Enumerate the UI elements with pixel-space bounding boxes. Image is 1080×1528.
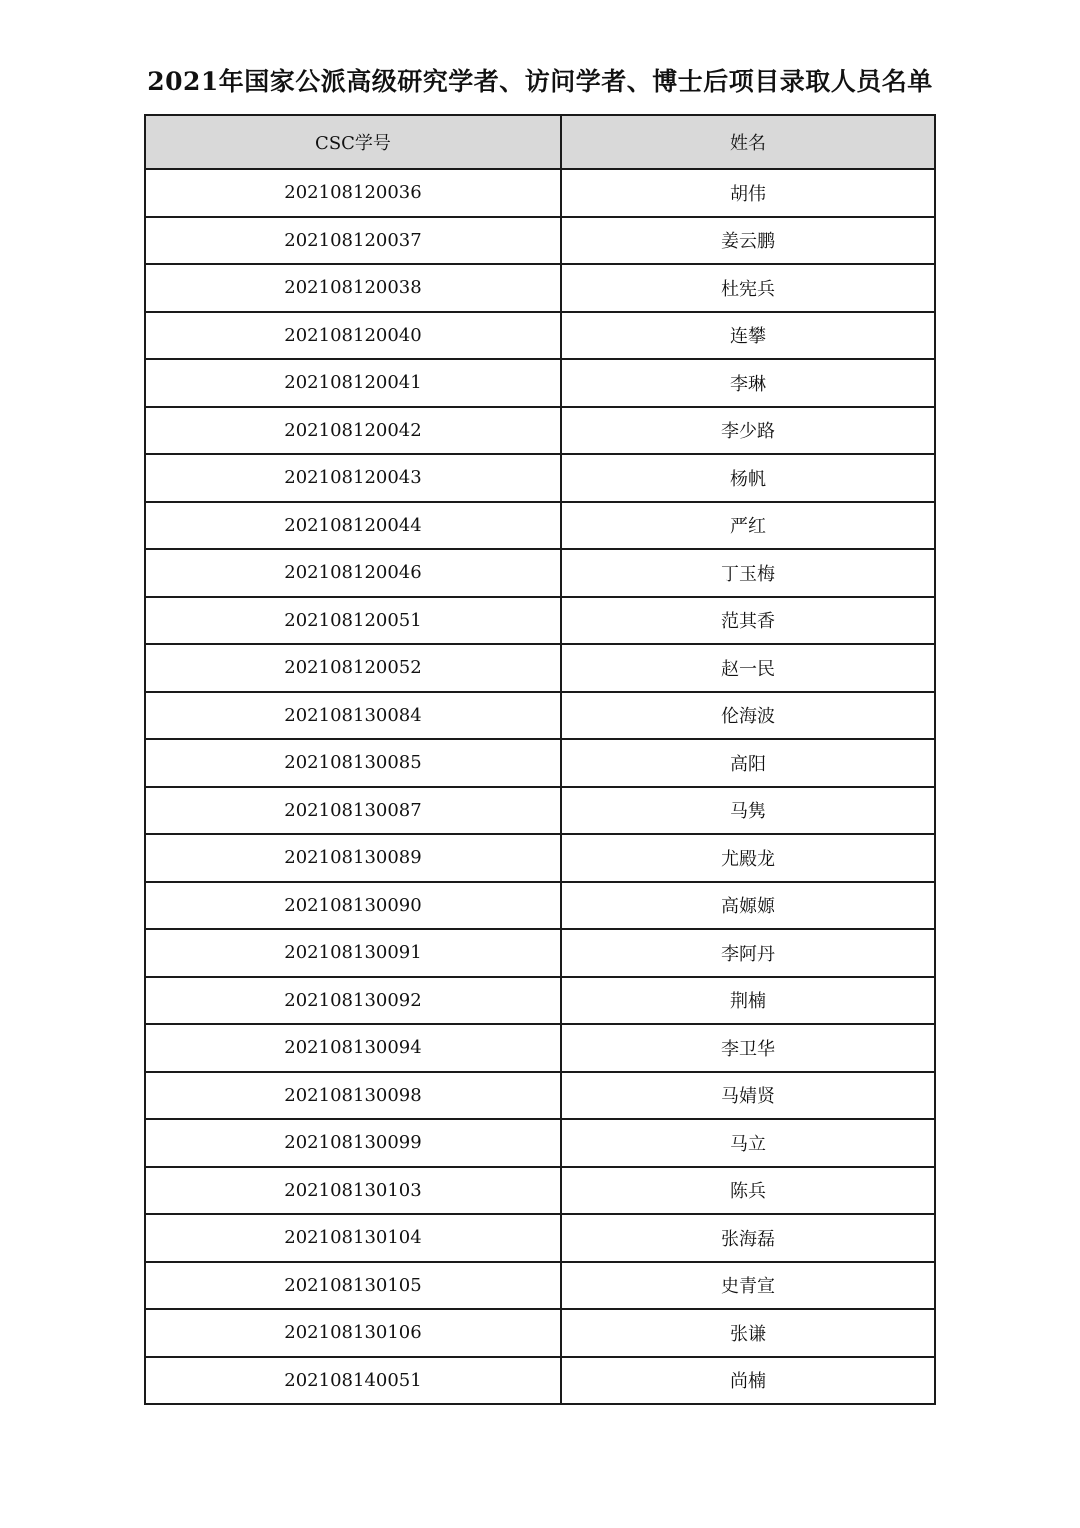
table-row xyxy=(145,359,935,407)
admission-table xyxy=(144,114,936,1405)
name-cell: 荆楠 xyxy=(561,977,935,1025)
table-header xyxy=(145,115,935,169)
name-cell: 李卫华 xyxy=(561,1024,935,1072)
table-row xyxy=(145,882,935,930)
csc-id-cell: 202108130091 xyxy=(145,929,561,977)
csc-id-cell: 202108120052 xyxy=(145,644,561,692)
table-row xyxy=(145,977,935,1025)
name-cell: 陈兵 xyxy=(561,1167,935,1215)
name-cell: 李琳 xyxy=(561,359,935,407)
name-cell: 杜宪兵 xyxy=(561,264,935,312)
name-cell: 赵一民 xyxy=(561,644,935,692)
table-row xyxy=(145,169,935,217)
table-row xyxy=(145,217,935,265)
name-cell: 姜云鹏 xyxy=(561,217,935,265)
csc-id-cell: 202108120046 xyxy=(145,549,561,597)
table-row xyxy=(145,312,935,360)
table-row xyxy=(145,1309,935,1357)
csc-id-cell: 202108130106 xyxy=(145,1309,561,1357)
csc-id-cell: 202108120036 xyxy=(145,169,561,217)
csc-id-cell: 202108120037 xyxy=(145,217,561,265)
table-row xyxy=(145,1262,935,1310)
csc-id-cell: 202108130085 xyxy=(145,739,561,787)
header-row xyxy=(145,115,935,169)
name-cell: 马立 xyxy=(561,1119,935,1167)
csc-id-cell: 202108120042 xyxy=(145,407,561,455)
csc-id-cell: 202108120040 xyxy=(145,312,561,360)
csc-id-cell: 202108130090 xyxy=(145,882,561,930)
name-cell: 范其香 xyxy=(561,597,935,645)
name-cell: 高嫄嫄 xyxy=(561,882,935,930)
csc-id-cell: 202108120044 xyxy=(145,502,561,550)
csc-id-cell: 202108130084 xyxy=(145,692,561,740)
name-cell: 尚楠 xyxy=(561,1357,935,1405)
name-cell: 李少路 xyxy=(561,407,935,455)
name-cell: 严红 xyxy=(561,502,935,550)
page-title: 2021年国家公派高级研究学者、访问学者、博士后项目录取人员名单 xyxy=(147,67,933,96)
csc-id-cell: 202108120043 xyxy=(145,454,561,502)
table-row xyxy=(145,1024,935,1072)
name-cell: 连攀 xyxy=(561,312,935,360)
table-row xyxy=(145,692,935,740)
table-row xyxy=(145,407,935,455)
csc-id-cell: 202108130098 xyxy=(145,1072,561,1120)
csc-id-cell: 202108140051 xyxy=(145,1357,561,1405)
name-cell: 高阳 xyxy=(561,739,935,787)
name-cell: 丁玉梅 xyxy=(561,549,935,597)
name-cell: 胡伟 xyxy=(561,169,935,217)
csc-id-cell: 202108130099 xyxy=(145,1119,561,1167)
name-cell: 马婧贤 xyxy=(561,1072,935,1120)
name-cell: 杨帆 xyxy=(561,454,935,502)
table-body xyxy=(145,169,935,1404)
name-cell: 张海磊 xyxy=(561,1214,935,1262)
csc-id-cell: 202108130105 xyxy=(145,1262,561,1310)
header-csc-id: CSC学号 xyxy=(145,115,561,169)
name-cell: 李阿丹 xyxy=(561,929,935,977)
table-row xyxy=(145,502,935,550)
header-name: 姓名 xyxy=(561,115,935,169)
table-row xyxy=(145,644,935,692)
csc-id-cell: 202108130089 xyxy=(145,834,561,882)
csc-id-cell: 202108130103 xyxy=(145,1167,561,1215)
table-row xyxy=(145,739,935,787)
table-row xyxy=(145,264,935,312)
table-row xyxy=(145,454,935,502)
name-cell: 伦海波 xyxy=(561,692,935,740)
table-row xyxy=(145,549,935,597)
name-cell: 张谦 xyxy=(561,1309,935,1357)
table-row xyxy=(145,1214,935,1262)
table-row xyxy=(145,1357,935,1405)
table-row xyxy=(145,787,935,835)
csc-id-cell: 202108120041 xyxy=(145,359,561,407)
name-cell: 史青宣 xyxy=(561,1262,935,1310)
csc-id-cell: 202108120051 xyxy=(145,597,561,645)
table-row xyxy=(145,1119,935,1167)
table-row xyxy=(145,834,935,882)
csc-id-cell: 202108130087 xyxy=(145,787,561,835)
name-cell: 马隽 xyxy=(561,787,935,835)
name-cell: 尤殿龙 xyxy=(561,834,935,882)
table-row xyxy=(145,929,935,977)
table-row xyxy=(145,597,935,645)
table-row xyxy=(145,1167,935,1215)
csc-id-cell: 202108130094 xyxy=(145,1024,561,1072)
csc-id-cell: 202108130092 xyxy=(145,977,561,1025)
csc-id-cell: 202108120038 xyxy=(145,264,561,312)
table-row xyxy=(145,1072,935,1120)
csc-id-cell: 202108130104 xyxy=(145,1214,561,1262)
